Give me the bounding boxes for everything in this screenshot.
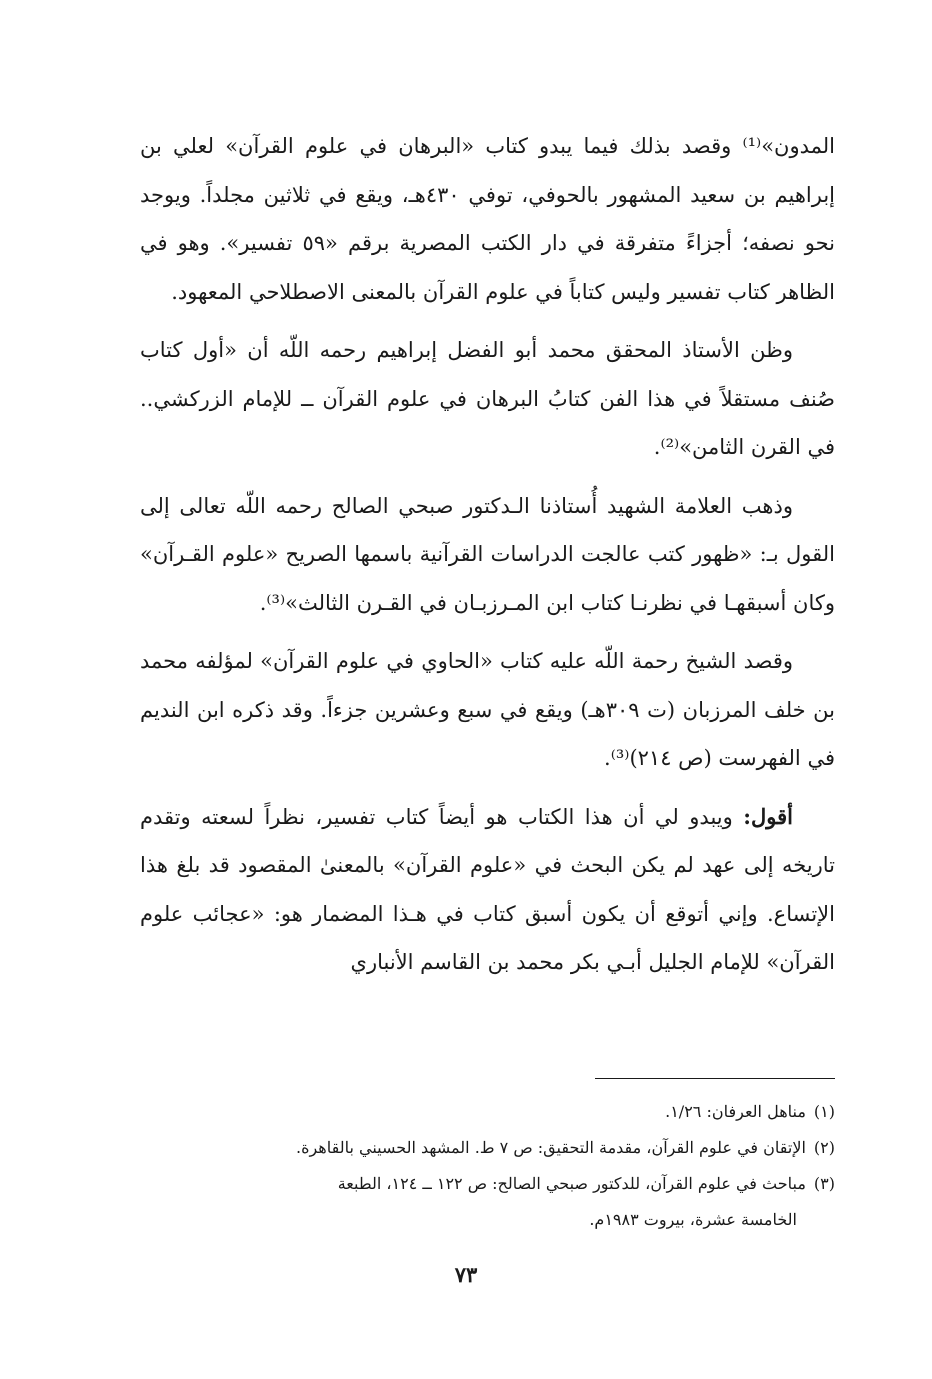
footnote-1-number: (١) xyxy=(813,1102,835,1121)
paragraph-4: وقصد الشيخ رحمة اللّه عليه كتاب «الحاوي في علوم القرآن» لمؤلفه محمد بن خلف المرزبان (ت ٣٠٩هـ) ويقع في سبع وعشرين جزءاً. وقد ذكره ابن النديم في الفهرست (ص ٢١٤)⁽³⁾. xyxy=(140,649,835,770)
footnote-3-continuation: الخامسة عشرة، بيروت ١٩٨٣م. xyxy=(589,1210,797,1229)
footnote-3 xyxy=(140,1166,835,1202)
main-text xyxy=(140,122,835,987)
footnote-divider xyxy=(595,1078,835,1079)
footnote-3-text: مباحث في علوم القرآن، للدكتور صبحي الصالح: ص ١٢٢ ــ ١٢٤، الطبعة xyxy=(337,1174,806,1193)
footnote-2-number: (٢) xyxy=(813,1138,835,1157)
paragraph-5-lead: أقول: xyxy=(743,803,793,829)
paragraph-3: وذهب العلامة الشهيد أُستاذنا الـدكتور صبحي الصالح رحمه اللّه تعالى إلى القول بـ: «ظهور كتب عالجت الدراسات القرآنية باسمها الصريح «علوم القـرآن» وكان أسبقهـا في نظرنـا كتاب ابن المـرزبـان في القـرن الثالث»⁽³⁾. xyxy=(140,493,835,615)
page-number: ٧٣ xyxy=(454,1262,478,1287)
footnote-1-text: مناهل العرفان: ١/٢٦. xyxy=(665,1102,806,1121)
footnote-2-text: الإتقان في علوم القرآن، مقدمة التحقيق: ص ٧ ط. المشهد الحسيني بالقاهرة. xyxy=(296,1138,806,1157)
paragraph-5-text: ويبدو لي أن هذا الكتاب هو أيضاً كتاب تفسير، نظراً لسعته وتقدم تاريخه إلى عهد لم يكن البحث في «علوم القرآن» بالمعنىٰ المقصود قد بلغ هذا الإتساع. وإني أتوقع أن يكون أسبق كتاب في هـذا المضمار هو: «عجائب علوم القرآن» للإمام الجليل أبـي بكر محمد بن القاسم الأنباري xyxy=(140,804,835,974)
footnote-2 xyxy=(140,1130,835,1166)
footnote-1 xyxy=(140,1094,835,1130)
paragraph-5 xyxy=(140,793,835,987)
footnotes xyxy=(140,1094,835,1238)
footnote-3-number: (٣) xyxy=(813,1174,835,1193)
paragraph-1: المدون»⁽¹⁾ وقصد بذلك فيما يبدو كتاب «البرهان في علوم القرآن» لعلي بن إبراهيم بن سعيد المشهور بالحوفي، توفي ٤٣٠هـ، ويقع في ثلاثين مجلداً. ويوجد نحو نصفه؛ أجزاءً متفرقة في دار الكتب المصرية برقم «٥٩ تفسير». وهو في الظاهر كتاب تفسير وليس كتاباً في علوم القرآن بالمعنى الاصطلاحي المعهود. xyxy=(140,134,836,304)
paragraph-2: وظن الأستاذ المحقق محمد أبو الفضل إبراهيم رحمه اللّه أن «أول كتاب صُنف مستقلاً في هذا الفن كتابُ البرهان في علوم القرآن ــ للإمام الزركشي.. في القرن الثامن»⁽²⁾. xyxy=(140,338,835,459)
